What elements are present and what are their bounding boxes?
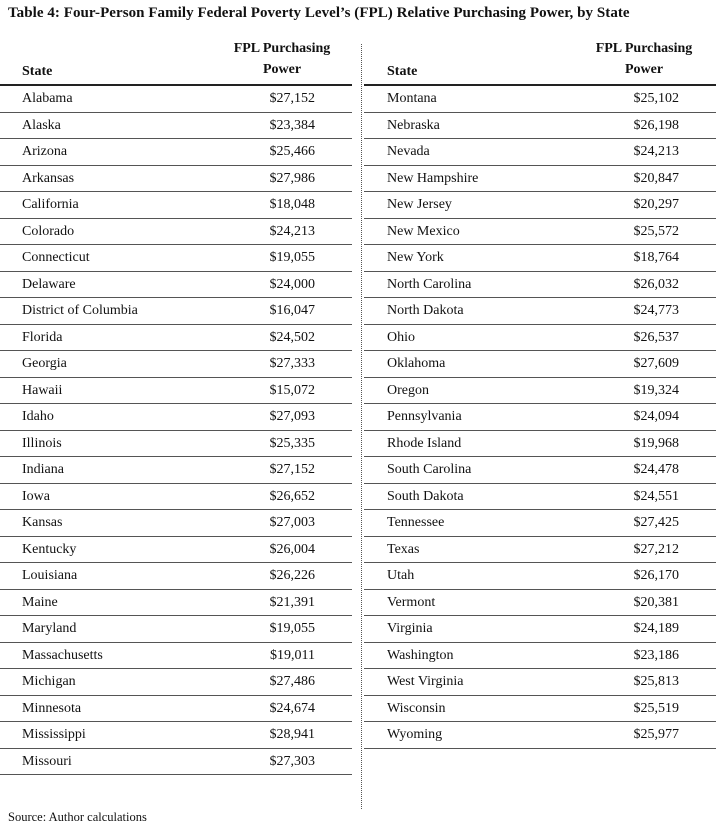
state-cell: Missouri (22, 753, 72, 769)
power-value-cell: $27,093 (269, 409, 315, 424)
power-value-cell: $25,519 (633, 700, 679, 716)
power-value-cell: $27,152 (269, 462, 315, 477)
state-cell: Kansas (22, 515, 63, 530)
state-cell: Nevada (387, 144, 430, 159)
right-table-body (364, 86, 716, 749)
table-row (364, 325, 716, 352)
table-row (0, 351, 352, 378)
state-cell: Massachusetts (22, 647, 103, 663)
right-table-header (364, 38, 716, 86)
power-value-cell: $20,297 (633, 197, 679, 212)
power-value-cell: $24,773 (633, 303, 679, 318)
table-row (0, 166, 352, 193)
table-row (0, 378, 352, 405)
state-cell: Ohio (387, 329, 415, 345)
power-value-cell: $18,764 (633, 250, 679, 265)
state-cell: New Jersey (387, 197, 452, 212)
table-row (364, 351, 716, 378)
power-value-cell: $27,152 (269, 91, 315, 106)
power-value-cell: $19,055 (269, 621, 315, 636)
power-value-cell: $27,486 (269, 674, 315, 689)
table-row (364, 113, 716, 140)
state-cell: Michigan (22, 674, 76, 689)
power-header-line1: FPL Purchasing (233, 41, 331, 56)
table-row (0, 457, 352, 484)
state-cell: Alaska (22, 117, 61, 133)
state-cell: Connecticut (22, 250, 90, 265)
table-row (0, 139, 352, 166)
power-value-cell: $24,551 (633, 488, 679, 504)
state-cell: Georgia (22, 356, 67, 371)
table-row (364, 192, 716, 219)
table-row (0, 563, 352, 590)
power-value-cell: $25,813 (633, 674, 679, 689)
state-cell: Tennessee (387, 515, 445, 530)
table-row (364, 219, 716, 246)
power-value-cell: $25,102 (633, 91, 679, 106)
state-cell: Maryland (22, 621, 77, 636)
power-header-line1: FPL Purchasing (595, 41, 693, 56)
state-cell: Alabama (22, 91, 73, 106)
table-row (364, 139, 716, 166)
state-cell: District of Columbia (22, 303, 138, 318)
state-cell: Illinois (22, 435, 62, 451)
state-cell: Mississippi (22, 727, 86, 742)
table-row (364, 272, 716, 299)
power-value-cell: $19,324 (633, 382, 679, 398)
power-value-cell: $21,391 (269, 594, 315, 610)
state-cell: Pennsylvania (387, 409, 462, 424)
power-value-cell: $26,652 (269, 488, 315, 504)
power-value-cell: $27,333 (269, 356, 315, 371)
power-value-cell: $15,072 (269, 382, 315, 398)
state-cell: North Carolina (387, 276, 472, 292)
power-value-cell: $19,968 (633, 435, 679, 451)
column-divider (361, 44, 362, 809)
power-column-header (222, 38, 342, 80)
table-row (0, 696, 352, 723)
state-cell: Texas (387, 541, 420, 557)
power-value-cell: $24,478 (633, 462, 679, 477)
table-row (0, 113, 352, 140)
power-value-cell: $18,048 (269, 197, 315, 212)
table-row (364, 166, 716, 193)
power-value-cell: $26,198 (633, 117, 679, 133)
state-cell: Arkansas (22, 170, 75, 186)
state-cell: New Hampshire (387, 170, 479, 186)
table-row (0, 722, 352, 749)
table-row (364, 245, 716, 272)
state-cell: Louisiana (22, 568, 78, 583)
state-cell: Indiana (22, 462, 64, 477)
right-table (364, 38, 716, 749)
state-cell: Washington (387, 647, 454, 663)
power-value-cell: $26,537 (633, 329, 679, 345)
state-cell: California (22, 197, 79, 212)
table-row (0, 325, 352, 352)
table-row (364, 696, 716, 723)
state-cell: Virginia (387, 621, 433, 636)
power-value-cell: $27,986 (269, 170, 315, 186)
table-row (0, 272, 352, 299)
table-row (0, 404, 352, 431)
state-cell: South Dakota (387, 488, 464, 504)
power-value-cell: $25,466 (269, 144, 315, 159)
power-value-cell: $25,572 (633, 223, 679, 239)
table-row (364, 590, 716, 617)
power-value-cell: $26,004 (269, 541, 315, 557)
table-row (364, 616, 716, 643)
power-value-cell: $19,055 (269, 250, 315, 265)
table-row (0, 86, 352, 113)
power-value-cell: $26,226 (269, 568, 315, 583)
power-value-cell: $24,000 (269, 276, 315, 292)
state-cell: West Virginia (387, 674, 464, 689)
power-value-cell: $24,674 (269, 700, 315, 716)
state-cell: Maine (22, 594, 58, 610)
state-cell: Wyoming (387, 727, 443, 742)
power-value-cell: $23,384 (269, 117, 315, 133)
left-table (0, 38, 352, 775)
state-cell: Oklahoma (387, 356, 446, 371)
power-value-cell: $28,941 (269, 727, 315, 742)
state-cell: Minnesota (22, 700, 82, 716)
power-value-cell: $24,213 (269, 223, 315, 239)
left-table-header (0, 38, 352, 86)
power-value-cell: $27,303 (269, 753, 315, 769)
power-value-cell: $25,977 (633, 727, 679, 742)
power-value-cell: $27,609 (633, 356, 679, 371)
power-header-line2: Power (624, 62, 664, 77)
table-row (364, 86, 716, 113)
power-value-cell: $25,335 (269, 435, 315, 451)
state-column-header: State (387, 64, 418, 79)
table-row (364, 431, 716, 458)
table-title: Table 4: Four-Person Family Federal Poverty Level’s (FPL) Relative Purchasing Power, by State (8, 5, 630, 21)
table-row (0, 537, 352, 564)
table-row (0, 245, 352, 272)
state-cell: Arizona (22, 144, 68, 159)
power-value-cell: $16,047 (269, 303, 315, 318)
state-cell: Nebraska (387, 117, 440, 133)
state-cell: Montana (387, 91, 437, 106)
table-row (0, 643, 352, 670)
power-value-cell: $20,847 (633, 170, 679, 186)
power-value-cell: $24,213 (633, 144, 679, 159)
table-row (364, 722, 716, 749)
table-row (0, 298, 352, 325)
state-cell: Wisconsin (387, 700, 446, 716)
table-row (364, 669, 716, 696)
state-cell: New York (387, 250, 444, 265)
state-cell: Iowa (22, 488, 50, 504)
power-value-cell: $26,032 (633, 276, 679, 292)
state-cell: Rhode Island (387, 435, 462, 451)
state-cell: Hawaii (22, 382, 63, 398)
table-row (0, 749, 352, 776)
source-note: Source: Author calculations (8, 810, 147, 824)
state-column-header: State (22, 64, 53, 79)
table-row (364, 484, 716, 511)
table-row (0, 669, 352, 696)
table-row (0, 510, 352, 537)
power-value-cell: $19,011 (270, 647, 315, 663)
state-cell: Delaware (22, 276, 76, 292)
power-column-header (584, 38, 704, 80)
state-cell: Utah (387, 568, 415, 583)
power-value-cell: $26,170 (633, 568, 679, 583)
power-value-cell: $24,502 (269, 329, 315, 345)
state-cell: Kentucky (22, 541, 77, 557)
power-value-cell: $23,186 (633, 647, 679, 663)
table-row (0, 192, 352, 219)
table-row (364, 510, 716, 537)
state-cell: Idaho (22, 409, 54, 424)
table-row (364, 563, 716, 590)
power-value-cell: $24,094 (633, 409, 679, 424)
left-table-body (0, 86, 352, 775)
state-cell: Vermont (387, 594, 436, 610)
table-row (0, 431, 352, 458)
state-cell: South Carolina (387, 462, 472, 477)
table-row (364, 298, 716, 325)
table-row (364, 537, 716, 564)
state-cell: Oregon (387, 382, 429, 398)
table-row (364, 643, 716, 670)
power-value-cell: $20,381 (633, 594, 679, 610)
table-row (0, 219, 352, 246)
table-row (0, 616, 352, 643)
table-row (364, 457, 716, 484)
power-value-cell: $27,425 (633, 515, 679, 530)
power-value-cell: $27,003 (269, 515, 315, 530)
state-cell: Florida (22, 329, 63, 345)
power-value-cell: $27,212 (633, 541, 679, 557)
state-cell: Colorado (22, 223, 75, 239)
table-row (0, 590, 352, 617)
table-row (364, 378, 716, 405)
state-cell: North Dakota (387, 303, 464, 318)
table-row (364, 404, 716, 431)
power-value-cell: $24,189 (633, 621, 679, 636)
power-header-line2: Power (262, 62, 302, 77)
state-cell: New Mexico (387, 223, 460, 239)
table-row (0, 484, 352, 511)
